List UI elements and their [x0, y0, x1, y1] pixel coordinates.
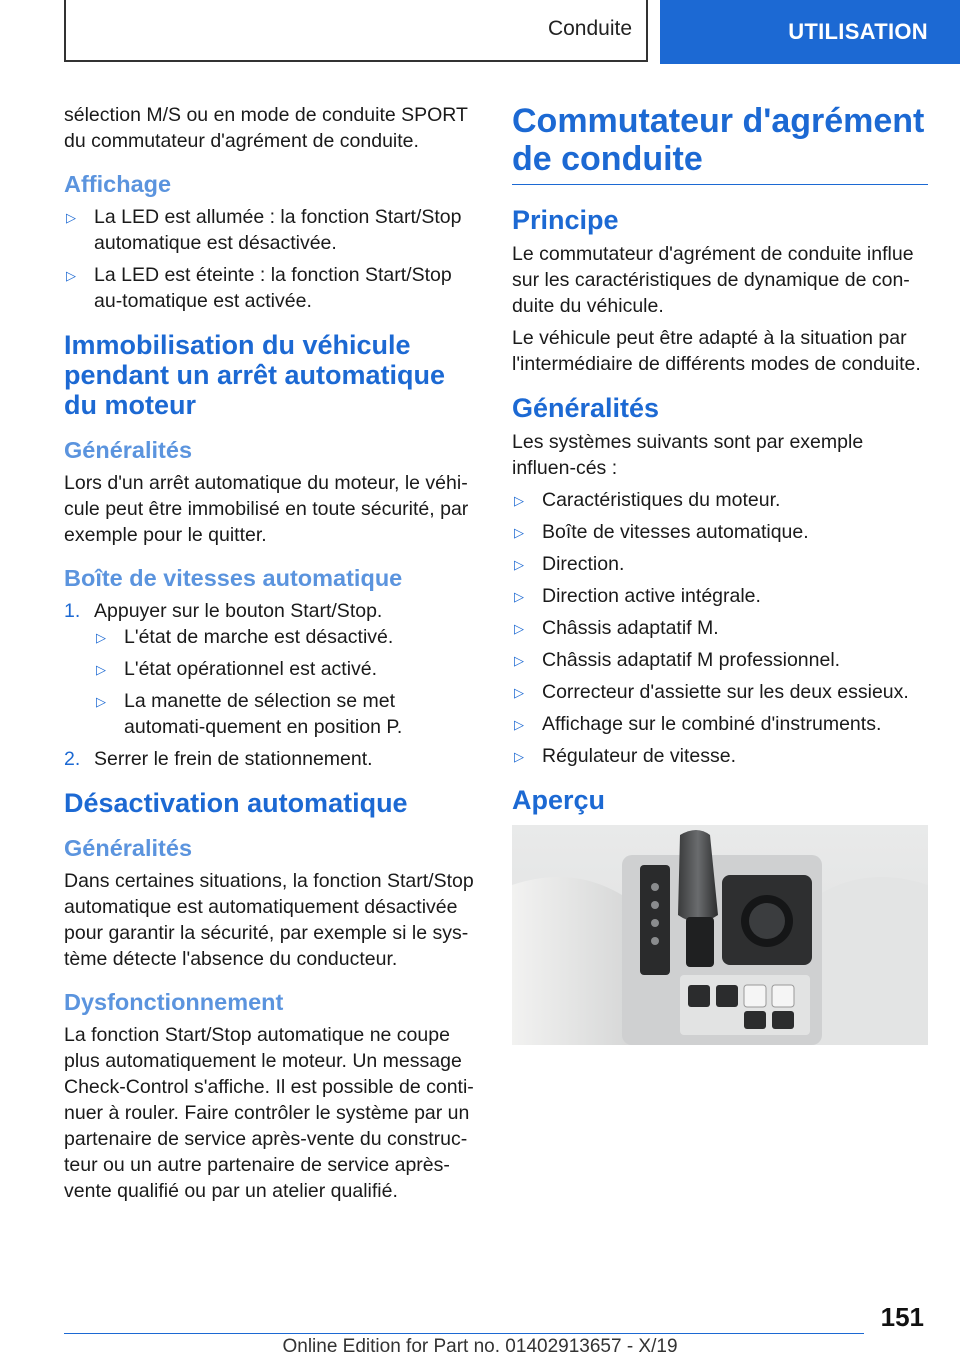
triangle-bullet-icon: ▷: [66, 268, 76, 283]
heading-generalites: Généralités: [64, 835, 193, 861]
heading-immobilisation: Immobilisation du véhicule pendant un arrêt automatique du moteur: [64, 330, 446, 420]
list-item: ▷ L'état opérationnel est activé.: [94, 656, 476, 682]
heading-generalites: Généralités: [64, 437, 193, 463]
list-item: ▷ Caractéristiques du moteur.: [512, 487, 928, 513]
list-item: ▷ Affichage sur le combiné d'instruments.: [512, 711, 928, 737]
desactivation-paragraph: Dans certaines situations, la fonction Start/Stop automatique est automatiquement désactivée pour garantir la sécurité, par exemple si le sys‐tème détecte l'absence du conducteur.: [64, 870, 474, 970]
edition-footer: Online Edition for Part no. 01402913657 - X/19: [282, 1336, 678, 1357]
triangle-bullet-icon: ▷: [96, 694, 106, 709]
triangle-bullet-icon: ▷: [96, 630, 106, 645]
triangle-bullet-icon: ▷: [514, 589, 524, 604]
list-item: ▷ L'état de marche est désactivé.: [94, 624, 476, 650]
heading-desactivation: Désactivation automatique: [64, 788, 408, 818]
list-item: ▷ Châssis adaptatif M professionnel.: [512, 647, 928, 673]
triangle-bullet-icon: ▷: [514, 493, 524, 508]
section-label: Conduite: [64, 0, 648, 62]
step-item: 2. Serrer le frein de stationnement.: [64, 748, 373, 770]
center-console-photo: [512, 825, 928, 1045]
principe-paragraph-2: Le véhicule peut être adapté à la situation par l'intermédiaire de différents modes de conduite.: [512, 327, 921, 375]
heading-dysfonctionnement: Dysfonctionnement: [64, 989, 284, 1015]
heading-generalites: Généralités: [512, 393, 660, 423]
list-item: ▷ Régulateur de vitesse.: [512, 743, 928, 769]
triangle-bullet-icon: ▷: [514, 717, 524, 732]
generalites-paragraph: Lors d'un arrêt automatique du moteur, le véhi‐cule peut être immobilisé en toute sécurité, par exemple pour le quitter.: [64, 472, 469, 546]
heading-principe: Principe: [512, 205, 619, 235]
page-header: [0, 0, 960, 64]
generalites-paragraph: Les systèmes suivants sont par exemple influen‐cés :: [512, 431, 864, 479]
heading-boite-vitesses: Boîte de vitesses automatique: [64, 565, 403, 591]
right-column: [512, 102, 928, 1045]
step-item: 1. Appuyer sur le bouton Start/Stop. ▷ L'état de marche est désactivé. ▷ L'état opérationnel est activé. ▷ La manette de sélection se met automati‐quement en position P.: [64, 598, 476, 740]
systems-list: [512, 487, 928, 769]
list-item: ▷ Châssis adaptatif M.: [512, 615, 928, 641]
triangle-bullet-icon: ▷: [514, 621, 524, 636]
intro-paragraph: sélection M/S ou en mode de conduite SPORT du commutateur d'agrément de conduite.: [64, 104, 468, 152]
dysfonctionnement-paragraph: La fonction Start/Stop automatique ne coupe plus automatiquement le moteur. Un message Check-Control s'affiche. Il est possible de conti‐nuer à rouler. Faire contrôler le système par un partenaire de service après-vente du construc‐teur ou un autre partenaire de service après-vente qualifié ou par un atelier qualifié.: [64, 1024, 474, 1202]
heading-apercu: Aperçu: [512, 785, 606, 815]
triangle-bullet-icon: ▷: [514, 749, 524, 764]
step-number: 1.: [64, 600, 81, 622]
page-number: 151: [880, 1302, 924, 1332]
left-column: [64, 102, 476, 1210]
triangle-bullet-icon: ▷: [66, 210, 76, 225]
triangle-bullet-icon: ▷: [514, 653, 524, 668]
triangle-bullet-icon: ▷: [514, 685, 524, 700]
heading-affichage: Affichage: [64, 171, 172, 197]
list-item: ▷ La LED est allumée : la fonction Start/Stop automatique est désactivée.: [66, 206, 462, 254]
steps-list: [64, 598, 476, 772]
list-item: ▷ La manette de sélection se met automati‐quement en position P.: [96, 690, 403, 738]
list-item: ▷ Boîte de vitesses automatique.: [512, 519, 928, 545]
page-title: Commutateur d'agrément de conduite: [512, 102, 928, 185]
list-item: ▷ La LED est éteinte : la fonction Start/Stop au‐tomatique est activée.: [66, 264, 452, 312]
chapter-tab[interactable]: UTILISATION: [660, 0, 960, 64]
triangle-bullet-icon: ▷: [514, 557, 524, 572]
list-item: ▷ Correcteur d'assiette sur les deux essieux.: [512, 679, 928, 705]
center-console-image: [512, 825, 928, 1045]
principe-paragraph-1: Le commutateur d'agrément de conduite influe sur les caractéristiques de dynamique de con‐duite du véhicule.: [512, 243, 914, 317]
triangle-bullet-icon: ▷: [96, 662, 106, 677]
step-number: 2.: [64, 748, 81, 770]
list-item: ▷ Direction active intégrale.: [512, 583, 928, 609]
triangle-bullet-icon: ▷: [514, 525, 524, 540]
step-sub-list: [94, 624, 476, 740]
affichage-list: [64, 204, 476, 314]
list-item: ▷ Direction.: [512, 551, 928, 577]
footer-divider: [64, 1333, 864, 1334]
